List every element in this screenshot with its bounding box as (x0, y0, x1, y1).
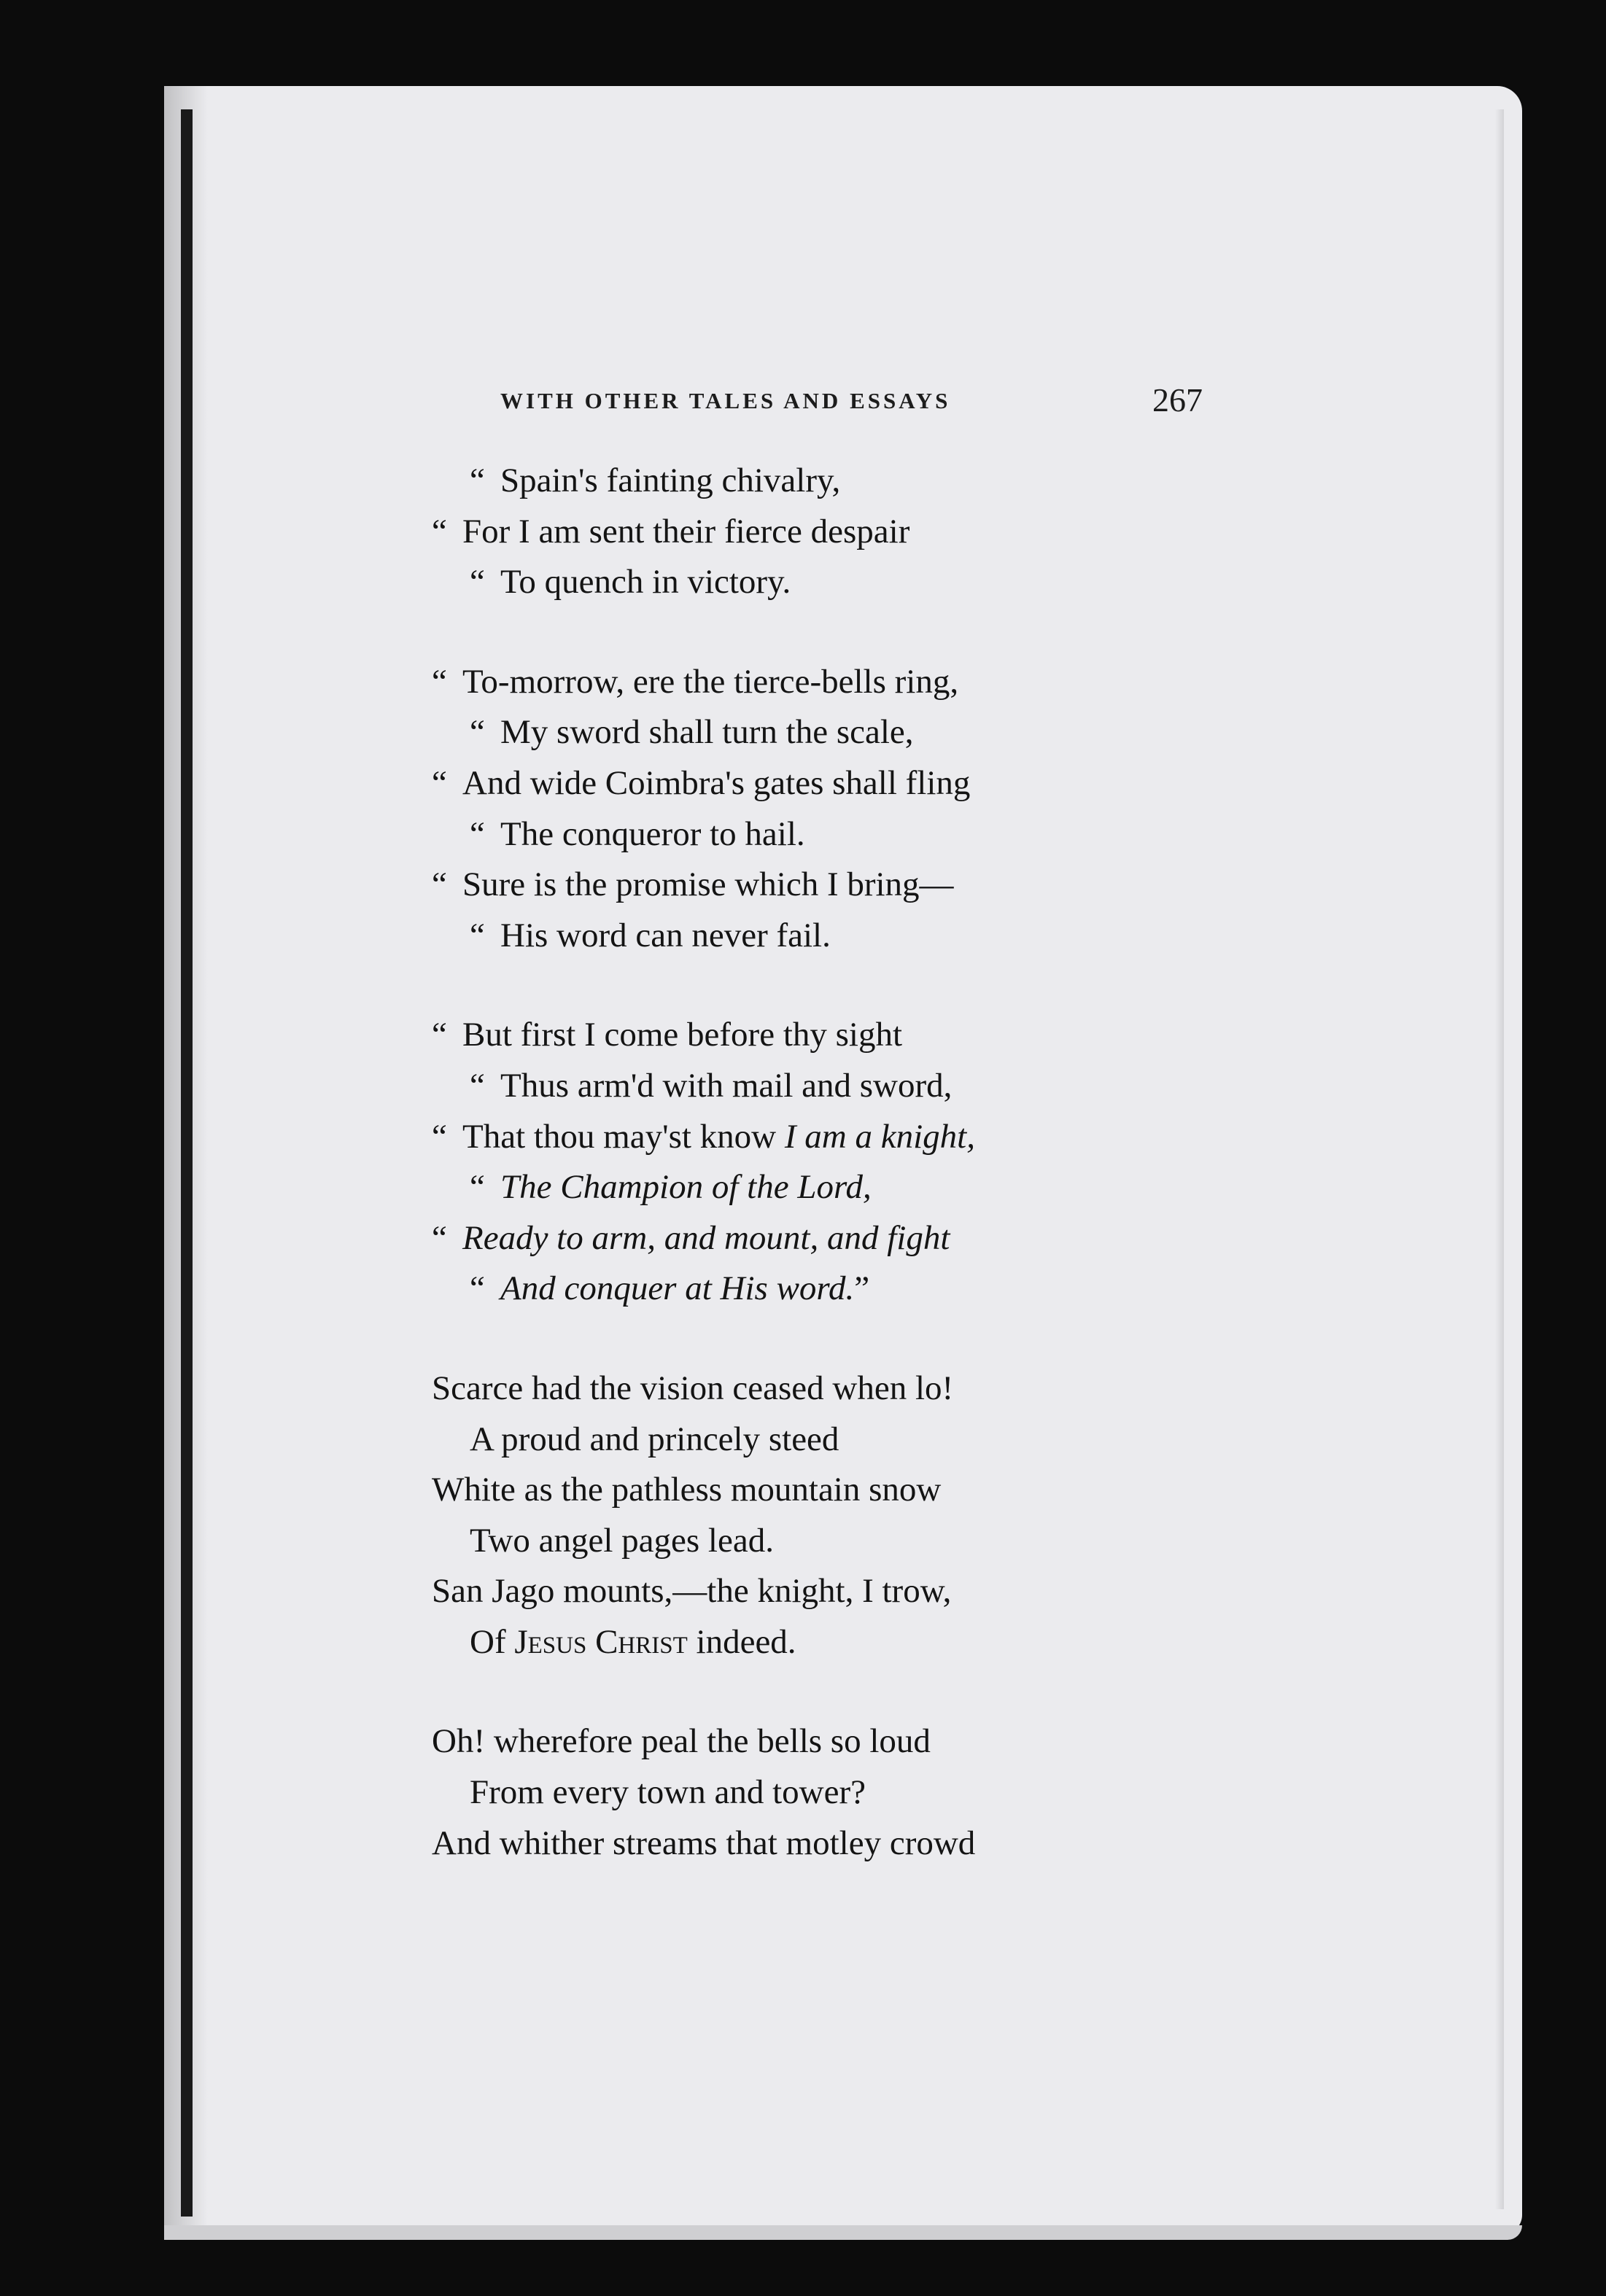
line-text: That thou may'st know (462, 1117, 785, 1156)
line-text: From every town and tower? (470, 1773, 866, 1812)
poem-line (432, 1363, 1234, 1414)
stanza (432, 657, 1234, 962)
quote-mark: “ (470, 1066, 485, 1105)
line-text: To quench in victory. (500, 563, 791, 602)
poem-text (432, 456, 1234, 1869)
italic-text: And conquer at His word. (500, 1269, 855, 1308)
poem-line (432, 1617, 1234, 1668)
quote-mark: “ (432, 1117, 447, 1156)
line-text: But first I come before thy sight (462, 1016, 903, 1054)
line-text: For I am sent their fierce despair (462, 512, 910, 550)
line-text: Spain's fainting chivalry, (500, 462, 841, 499)
quote-mark: “ (470, 1269, 485, 1308)
stanza-break (432, 608, 1234, 657)
poem-line (432, 1716, 1234, 1767)
quote-mark: “ (470, 563, 485, 602)
poem-line (432, 1566, 1234, 1617)
poem-line (432, 1264, 1234, 1315)
poem-line (432, 1516, 1234, 1567)
line-text: Thus arm'd with mail and sword, (500, 1066, 953, 1105)
italic-text: Ready to arm, and mount, and fight (462, 1218, 950, 1257)
stanza-break (432, 1667, 1234, 1716)
line-text: The conqueror to hail. (500, 814, 805, 853)
quote-mark: “ (432, 512, 447, 550)
poem-line (432, 758, 1234, 809)
stanza-break (432, 1315, 1234, 1363)
quote-mark: “ (432, 662, 447, 701)
poem-line (432, 1767, 1234, 1818)
stanza (432, 1716, 1234, 1869)
poem-line (432, 1112, 1234, 1163)
line-text: And wide Coimbra's gates shall fling (462, 763, 971, 802)
line-text: Of (470, 1622, 515, 1661)
poem-line (432, 1061, 1234, 1112)
line-text: Two angel pages lead. (470, 1521, 774, 1560)
line-text-end: indeed. (687, 1622, 796, 1661)
poem-line (432, 557, 1234, 608)
binding-gutter (181, 109, 193, 2217)
line-text: Oh! wherefore peal the bells so loud (432, 1722, 931, 1761)
page-bottom-edge (164, 2225, 1522, 2240)
stanza (432, 456, 1234, 608)
italic-text: I am a knight, (784, 1117, 975, 1156)
poem-line (432, 860, 1234, 911)
line-text: My sword shall turn the scale, (500, 713, 914, 752)
running-head: WITH OTHER TALES AND ESSAYS (500, 388, 951, 413)
poem-line (432, 809, 1234, 860)
quote-mark: “ (432, 763, 447, 802)
line-text: And whither streams that motley crowd (432, 1824, 976, 1862)
italic-text: The Champion of the Lord, (500, 1168, 872, 1207)
poem-line (432, 1010, 1234, 1061)
line-text: White as the pathless mountain snow (432, 1471, 942, 1509)
line-text: San Jago mounts,—the knight, I trow, (432, 1572, 952, 1611)
poem-line (432, 911, 1234, 962)
stanza-break (432, 961, 1234, 1010)
stanza (432, 1010, 1234, 1315)
poem-line (432, 1818, 1234, 1869)
line-text-end: ” (854, 1269, 870, 1308)
poem-line (432, 707, 1234, 758)
quote-mark: “ (470, 916, 485, 954)
small-caps-text: Jesus Christ (514, 1622, 688, 1661)
poem-line (432, 507, 1234, 558)
line-text: To-morrow, ere the tierce-bells ring, (462, 662, 959, 701)
poem-line (432, 1213, 1234, 1264)
line-text: Scarce had the vision ceased when lo! (432, 1369, 954, 1407)
quote-mark: “ (470, 814, 485, 853)
quote-mark: “ (470, 1168, 485, 1207)
page-number: 267 (1152, 381, 1203, 419)
poem-line (432, 1162, 1234, 1213)
quote-mark: “ (432, 865, 447, 904)
page-right-edge (1495, 109, 1504, 2209)
line-text: His word can never fail. (500, 916, 831, 954)
poem-line (432, 1414, 1234, 1466)
poem-line (432, 456, 1234, 507)
poem-line (432, 657, 1234, 708)
line-text: A proud and princely steed (470, 1420, 839, 1458)
quote-mark: “ (470, 462, 485, 499)
quote-mark: “ (470, 713, 485, 752)
line-text: Sure is the promise which I bring— (462, 865, 954, 904)
poem-line (432, 1465, 1234, 1516)
page-header (500, 381, 1230, 424)
quote-mark: “ (432, 1218, 447, 1257)
stanza (432, 1363, 1234, 1668)
quote-mark: “ (432, 1016, 447, 1054)
